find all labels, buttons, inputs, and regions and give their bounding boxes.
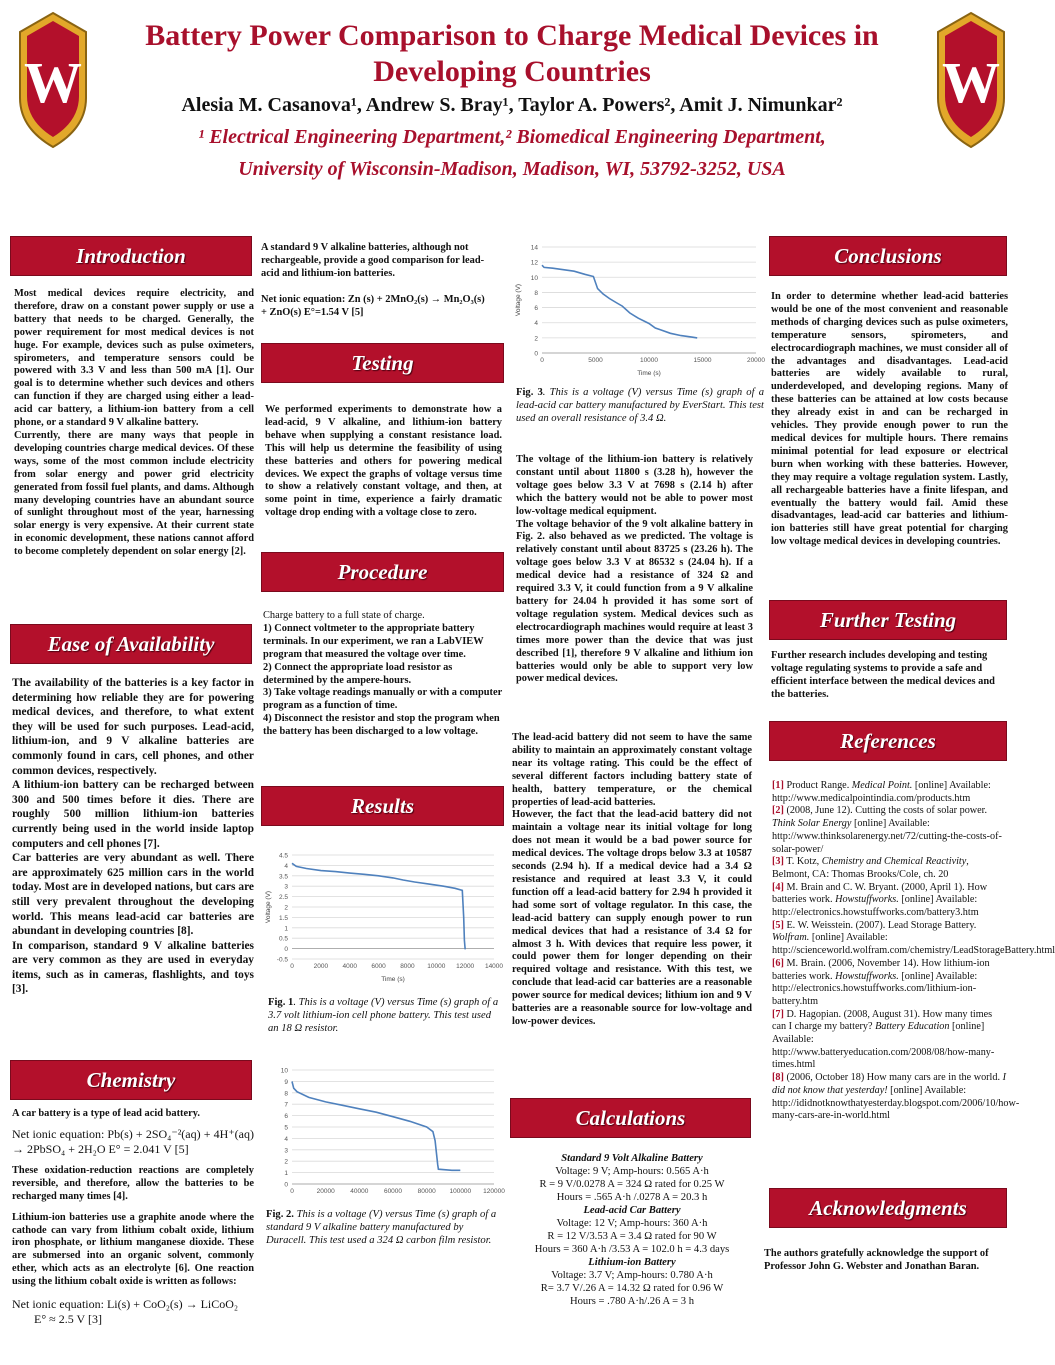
y-tick-label: 0	[284, 946, 288, 954]
x-tick-label: 0	[540, 357, 544, 364]
right-crest-logo	[930, 10, 1012, 150]
reference-number: [5]	[772, 919, 784, 931]
discussion-paragraph: The voltage behavior of the 9 volt alkaline battery in Fig. 2. also behaved as we predicted. The voltage is relatively constant until about 83725 s (23.26 h). The voltage goes below 3.3 V at 86532 s (24.04 h). If a medical device had a resistance of 324 Ω and required 3.3 V, it could function from a 9 V alkaline battery for 24.04 h provided it has some sort of voltage regulation system. Medical devices such as electrocardiograph machines would require at least 3 times more power than the device that was just described [1], therefore 9 V alkaline and lithium ion batteries would only be able to support very low power medical devices.	[516, 518, 753, 685]
ease-paragraph: A lithium-ion battery can be recharged between 300 and 500 times before it dies. There are roughly 500 million lithium-ion batteries currently being used in the world inside laptop computers and cell phones [7].	[12, 779, 254, 850]
testing-paragraph: We performed experiments to demonstrate how a lead-acid, 9 V alkaline, and lithium-ion battery behave when supplying a constant resistance load. This will help us determine the feasibility of using these batteries and others for powering medical devices. We expect the graphs of voltage versus time to show a relatively constant voltage, and then, at some point in time, experience a fairly dramatic voltage drop ending with a voltage close to zero.	[265, 404, 502, 519]
x-tick-label: 0	[290, 963, 294, 970]
poster-title-line1: Battery Power Comparison to Charge Medical Devices in	[145, 19, 879, 52]
calculations-block	[512, 1152, 752, 1308]
fig1-label: Fig. 1	[268, 997, 294, 1008]
reference-source: Medical Point.	[851, 780, 913, 791]
calc-line: Hours = .780 A·h/.26 A = 3 h	[569, 1296, 695, 1307]
acknowledgments-text	[764, 1248, 1002, 1274]
left-crest-logo	[12, 10, 94, 150]
x-tick-label: 100000	[449, 1188, 472, 1195]
reference-text: M. Brain. (2006, November 14). How lithium-ion batteries work.	[772, 957, 990, 982]
section-header-introduction: Introduction	[10, 236, 252, 276]
section-header-ease-of-availability: Ease of Availability	[10, 624, 252, 664]
reference-text: (2006, October 18) How many cars are in the world.	[783, 1072, 1003, 1084]
fig3-caption-text: . This is a voltage (V) versus Time (s) graph of a lead-acid car battery manufactured by EverStart. This test used an overall resistance of 3.4 Ω.	[516, 387, 764, 424]
svg-text:W: W	[942, 50, 1000, 115]
y-axis-label: Voltage (V)	[265, 890, 272, 924]
section-header-acknowledgments: Acknowledgments	[769, 1188, 1007, 1228]
x-tick-label: 80000	[417, 1188, 436, 1195]
fig1-caption	[268, 996, 500, 1035]
y-tick-label: 0	[284, 1181, 288, 1189]
x-tick-label: 40000	[350, 1188, 369, 1195]
reference-source: Wolfram.	[772, 932, 810, 944]
alkaline-paragraph: A standard 9 V alkaline batteries, although not rechargeable, provide a good comparison for lead-acid and lithium-ion batteries.	[261, 242, 485, 279]
x-tick-label: 12000	[456, 963, 475, 970]
x-tick-label: 2000	[313, 963, 329, 970]
reference-detail: [online] Available: http://www.medicalpointindia.com/products.htm	[772, 780, 991, 804]
x-tick-label: 4000	[342, 963, 357, 970]
calc-line: Hours = 360 A·h /3.53 A = 102.0 h = 4.3 days	[534, 1244, 730, 1255]
x-tick-label: 10000	[639, 357, 659, 364]
section-header-references: References	[769, 721, 1007, 761]
y-axis-label: Voltage (V)	[515, 283, 522, 317]
chemistry-equation: E° ≈ 2.5 V [3]	[34, 1312, 102, 1327]
chemistry-text	[12, 1108, 254, 1327]
fig3-caption	[516, 386, 764, 425]
reference-source: Howstuffworks.	[835, 894, 899, 906]
reference-source: Chemistry and Chemical Reactivity	[821, 856, 967, 868]
fig2-label: Fig. 2.	[266, 1209, 294, 1220]
section-header-results: Results	[261, 786, 504, 826]
y-tick-label: 4.5	[278, 852, 288, 860]
testing-text	[265, 404, 502, 520]
chemistry-equation: Net ionic equation: Li(s) + CoO₂(s) → LiCoO₂	[12, 1297, 239, 1312]
reference-item	[772, 1072, 1020, 1123]
reference-item	[772, 856, 1008, 881]
y-tick-label: 3	[284, 1147, 288, 1155]
chart-background	[512, 237, 764, 379]
fig1-caption-text: . This is a voltage (V) versus Time (s) graph of a 3.7 volt lithium-ion cell phone battery. This test used an 18 Ω resistor.	[268, 997, 499, 1034]
x-tick-label: 0	[290, 1188, 294, 1195]
procedure-step: 2) Connect the appropriate load resistor as determined by the ampere-hours.	[263, 661, 453, 686]
section-header-chemistry: Chemistry	[10, 1060, 252, 1100]
y-tick-label: 0.5	[278, 935, 288, 943]
svg-text:W: W	[24, 50, 82, 115]
procedure-text	[263, 610, 503, 739]
x-axis-label: Time (s)	[637, 370, 661, 377]
y-tick-label: 2	[534, 335, 538, 343]
ease-text	[12, 676, 254, 997]
fig2-caption-text: This is a voltage (V) versus Time (s) graph of a standard 9 V alkaline battery manufactured by Duracell. This test used a 324 Ω carbon film resistor.	[266, 1209, 497, 1246]
y-tick-label: 7	[284, 1101, 288, 1109]
calc-line: Voltage: 3.7 V; Amp-hours: 0.780 A·h	[551, 1270, 713, 1281]
discussion-paragraph: However, the fact that the lead-acid battery did not maintain a voltage near its initial voltage for long does not mean it would be a bad power source for medical devices. The voltage drops below 3.3 at 10587 seconds (2.94 h). If a medical device had a 3.4 Ω resistance and required at least 3.3 V, it could function off a lead-acid battery for 2.94 h provided it had some sort of voltage regulator. In this case, the lead-acid battery can supply enough power to run medical devices that had a resistance of 3.4 Ω for almost 3 h. With devices that require less power, it could power them for longer depending on their required voltage and resistance. With this test, we conclude that lead-acid car batteries are a reasonable power source for medical devices; lithium ion and 9 V batteries are a reasonable source for low-voltage and low-power devices.	[512, 809, 752, 1027]
y-tick-label: 4	[284, 1135, 288, 1143]
reference-item	[772, 958, 1008, 1009]
alkaline-intro-text	[261, 242, 493, 320]
y-tick-label: 6	[534, 305, 538, 313]
reference-item	[772, 1009, 1008, 1073]
reference-text: D. Hagopian. (2008, August 31). How many times can I charge my battery?	[772, 1008, 993, 1033]
calc-line: R = 12 V/3.53 A = 3.4 Ω rated for 90 W	[547, 1231, 717, 1242]
section-header-conclusions: Conclusions	[769, 236, 1007, 276]
calc-line: Voltage: 9 V; Amp-hours: 0.565 A·h	[555, 1166, 709, 1177]
procedure-step: 1) Connect voltmeter to the appropriate battery terminals. In our experiment, we ran a LabVIEW program that measured the voltage over time.	[263, 622, 484, 660]
calc-line: R= 3.7 V/.26 A = 14.32 Ω rated for 0.96 W	[540, 1283, 724, 1294]
x-tick-label: 10000	[427, 963, 446, 970]
section-header-further-testing: Further Testing	[769, 600, 1007, 640]
y-tick-label: 8	[284, 1090, 288, 1098]
y-tick-label: 3.5	[278, 873, 288, 881]
chemistry-paragraph: These oxidation-reduction reactions are completely reversible, and therefore, allow the batteries to be recharged many times [4].	[12, 1164, 254, 1202]
reference-detail: [online] Available: http://scienceworld.wolfram.com/chemistry/LeadStorageBattery.html	[772, 932, 1055, 957]
y-tick-label: 5	[284, 1124, 288, 1132]
y-tick-label: 1.5	[278, 914, 288, 922]
reference-detail: [online] Available: http://ididnotknowthatyesterday.blogspot.com/2006/10/how-many-cars-are-in-world.html	[772, 1084, 1020, 1122]
x-axis-label: Time (s)	[381, 976, 405, 983]
y-tick-label: 0	[534, 350, 538, 358]
reference-number: [2]	[772, 805, 784, 817]
y-tick-label: 10	[280, 1067, 288, 1075]
reference-item	[772, 780, 1008, 805]
conclusions-paragraph: In order to determine whether lead-acid batteries would be one of the most convenient and reasonable methods of charging devices such as pulse oximeters, temperature sensors, spirometers, and electrocardiograph machines, we must consider all of the advantages and disadvantages. Lead-acid batteries are widely available to rural, underdeveloped, and developing regions. Many of these batteries can be attained at low costs because they already exist in and can be recharged in vehicles. They provide enough power to run the medical devices for multiple hours. There remains minimal potential for lead exposure or electrical burn when working with these batteries. However, they may require a voltage regulation system. Lastly, all rechargeable batteries have a finite lifespan, and eventually the battery would fail. Amid these disadvantages, lead-acid car batteries and lithium-ion batteries still have great potential for charging low voltage medical devices in developing countries.	[771, 291, 1008, 548]
references-list	[772, 780, 1055, 1123]
reference-number: [4]	[772, 881, 784, 893]
y-tick-label: 12	[530, 259, 538, 267]
discussion-paragraph: The lead-acid battery did not seem to have the same ability to maintain an approximately constant voltage near its voltage rating. This could be the effect of several different factors including battery state of health, battery temperature, or the chemical properties of lead-acid batteries.	[512, 732, 752, 808]
calc-line: R = 9 V/0.0278 A = 324 Ω rated for 0.25 W	[539, 1179, 725, 1190]
calc-heading: Standard 9 Volt Alkaline Battery	[561, 1153, 703, 1164]
reference-source: Battery Education	[875, 1021, 950, 1033]
y-tick-label: 10	[530, 274, 538, 282]
y-tick-label: 2.5	[278, 894, 288, 902]
further-testing-text	[771, 650, 1008, 702]
ease-paragraph: In comparison, standard 9 V alkaline batteries are very common as they are used in everyday items, such as in cameras, flashlights, and toys [3].	[12, 939, 254, 996]
authors: Alesia M. Casanova¹, Andrew S. Bray¹, Taylor A. Powers², Amit J. Nimunkar²	[181, 94, 843, 116]
y-tick-label: 9	[284, 1078, 288, 1086]
x-tick-label: 20000	[316, 1188, 335, 1195]
further-testing-paragraph: Further research includes developing and testing voltage regulating systems to provide a safe and efficient interface between the medical devices and the batteries.	[771, 650, 995, 700]
y-tick-label: -0.5	[276, 956, 288, 964]
reference-source: Howstuffworks.	[835, 970, 899, 982]
reference-detail: , Belmont, CA: Thomas Brooks/Cole, ch. 20	[772, 856, 969, 880]
y-tick-label: 1	[284, 1170, 288, 1178]
procedure-step: Charge battery to a full state of charge.	[263, 610, 425, 621]
calc-line: Voltage: 12 V; Amp-hours: 360 A·h	[556, 1218, 708, 1229]
reference-number: [6]	[772, 957, 784, 969]
reference-number: [3]	[772, 856, 784, 868]
y-tick-label: 6	[284, 1113, 288, 1121]
alkaline-voltage-chart	[262, 1060, 505, 1200]
lithium-ion-voltage-chart	[262, 845, 502, 985]
acknowledgments-paragraph: The authors gratefully acknowledge the support of Professor John G. Webster and Jonathan Baran.	[764, 1248, 989, 1272]
reference-detail: [online] Available: http://electronics.howstuffworks.com/battery3.htm	[772, 894, 979, 919]
affiliation-line2: University of Wisconsin-Madison, Madison, WI, 53792-3252, USA	[238, 158, 786, 180]
reference-number: [1]	[772, 780, 784, 791]
calc-line: Hours = .565 A·h /.0278 A = 20.3 h	[556, 1192, 708, 1203]
section-header-calculations: Calculations	[510, 1098, 751, 1138]
y-tick-label: 2	[284, 1158, 288, 1166]
ease-paragraph: The availability of the batteries is a key factor in determining how reliable they are for powering medical devices, and therefore, to what extent they will be used for such purposes. Lead-acid, lithium-ion, and 9 V alkaline batteries are commonly found in cars, cell phones, and other common devices, respectively.	[12, 677, 254, 777]
reference-text: M. Brain and C. W. Bryant. (2000, April 1). How batteries work.	[772, 881, 988, 906]
introduction-paragraph: Currently, there are many ways that people in developing countries charge medical devices. Of these ways, some of the most common include electricity from solar energy and power grid electricity generated from fossil fuel plants, and dams. Although many developing countries have an abundant source of sunlight throughout most of the year, harnessing solar energy is very expensive. At their current state in economic development, these nations cannot afford to become completely dependent on solar energy [2].	[14, 429, 254, 558]
affiliation-line1: ¹ Electrical Engineering Department,² Biomedical Engineering Department,	[198, 126, 826, 148]
reference-detail: [online] Available: http://www.thinksolarenergy.net/72/cutting-the-costs-of-solar-power/	[772, 818, 1002, 855]
lead-acid-voltage-chart	[512, 237, 764, 379]
reference-number: [7]	[772, 1008, 784, 1020]
y-tick-label: 8	[534, 289, 538, 297]
reference-text: (2008, June 12). Cutting the costs of solar power.	[783, 805, 988, 817]
discussion-paragraph: The voltage of the lithium-ion battery is relatively constant until about 11800 s (3.28 h), however the voltage goes below 3.3 V at 7698 s (2.14 h) after which the battery would not be able to power most low-voltage medical equipment.	[516, 454, 753, 517]
reference-text: T. Kotz,	[783, 856, 822, 868]
x-tick-label: 60000	[383, 1188, 403, 1195]
x-tick-label: 5000	[588, 357, 603, 364]
discussion-text-2	[512, 732, 752, 1029]
x-tick-label: 20000	[746, 357, 766, 364]
y-tick-label: 3	[284, 883, 288, 891]
reference-item	[772, 919, 1055, 958]
reference-text: Product Range.	[783, 780, 852, 791]
reference-source: I did not know that yesterday!	[772, 1072, 1006, 1096]
reference-number: [8]	[772, 1072, 784, 1084]
reference-detail: [online] Available: http://www.batteryeducation.com/2008/08/how-many-times.html	[772, 1021, 995, 1071]
fig3-label: Fig. 3	[516, 387, 543, 398]
x-tick-label: 120000	[483, 1188, 505, 1195]
reference-detail: [online] Available: http://electronics.howstuffworks.com/lithium-ion-battery.htm	[772, 970, 978, 1007]
conclusions-text	[771, 291, 1008, 549]
calc-heading: Lead-acid Car Battery	[583, 1205, 681, 1216]
poster-title-line2: Developing Countries	[373, 55, 651, 88]
reference-item	[772, 882, 1008, 920]
ease-paragraph: Car batteries are very abundant as well. There are approximately 625 million cars in the world today. Most are in developed nations, but cars are still very prevalent throughout the developing world. This means lead-acid car batteries are abundant in developing countries [8].	[12, 852, 254, 938]
chemistry-paragraph: A car battery is a type of lead acid battery.	[12, 1108, 200, 1119]
reference-text: E. W. Weisstein. (2007). Lead Storage Battery.	[783, 919, 977, 931]
y-tick-label: 14	[530, 244, 538, 252]
y-tick-label: 2	[284, 904, 288, 912]
chemistry-paragraph: Lithium-ion batteries use a graphite anode where the cathode can vary from lithium cobalt oxide, lithium iron phosphate, or lithium manganese dioxide. These are submersed into an organic solvent, commonly ether, which acts as an electrolyte [6]. One reaction using the lithium cobalt oxide is written as follows:	[12, 1211, 254, 1288]
chemistry-equation: Net ionic equation: Pb(s) + 2SO₄⁻²(aq) + 4H⁺(aq) → 2PbSO₄ + 2H₂O E° = 2.041 V [5]	[12, 1126, 254, 1156]
y-tick-label: 4	[284, 862, 288, 870]
y-tick-label: 4	[534, 320, 538, 328]
y-tick-label: 1	[284, 925, 288, 933]
section-header-testing: Testing	[261, 343, 504, 383]
x-tick-label: 6000	[371, 963, 386, 970]
fig2-caption	[266, 1208, 504, 1247]
procedure-step: 3) Take voltage readings manually or with a computer program as a function of time.	[263, 687, 502, 712]
section-header-procedure: Procedure	[261, 552, 504, 592]
x-tick-label: 15000	[693, 357, 712, 364]
introduction-text	[14, 288, 254, 559]
alkaline-equation: Net ionic equation: Zn (s) + 2MnO₂(s) → Mn₂O₃(s) + ZnO(s) E°=1.54 V [5]	[261, 293, 485, 318]
introduction-paragraph: Most medical devices require electricity, and therefore, draw on a constant power supply or use a battery that needs to be charged. Generally, the power requirement for most medical devices is not huge. For example, devices such as pulse oximeters, spirometers, and temperature sensors could be powered with 3.3 V and less than 500 mA [1]. Our goal is to determine whether such devices and others can function if they are charged using either a lead-acid car battery, a lithium-ion battery from a cell phone, or a standard 9 V alkaline battery.	[14, 288, 254, 429]
reference-source: Think Solar Energy	[772, 818, 852, 830]
x-tick-label: 14000	[484, 963, 504, 970]
procedure-step: 4) Disconnect the resistor and stop the program when the battery has been discharged to a low voltage.	[263, 713, 500, 738]
x-tick-label: 8000	[400, 963, 415, 970]
reference-item	[772, 805, 1008, 856]
calc-heading: Lithium-ion Battery	[588, 1257, 676, 1268]
discussion-text	[516, 454, 753, 686]
